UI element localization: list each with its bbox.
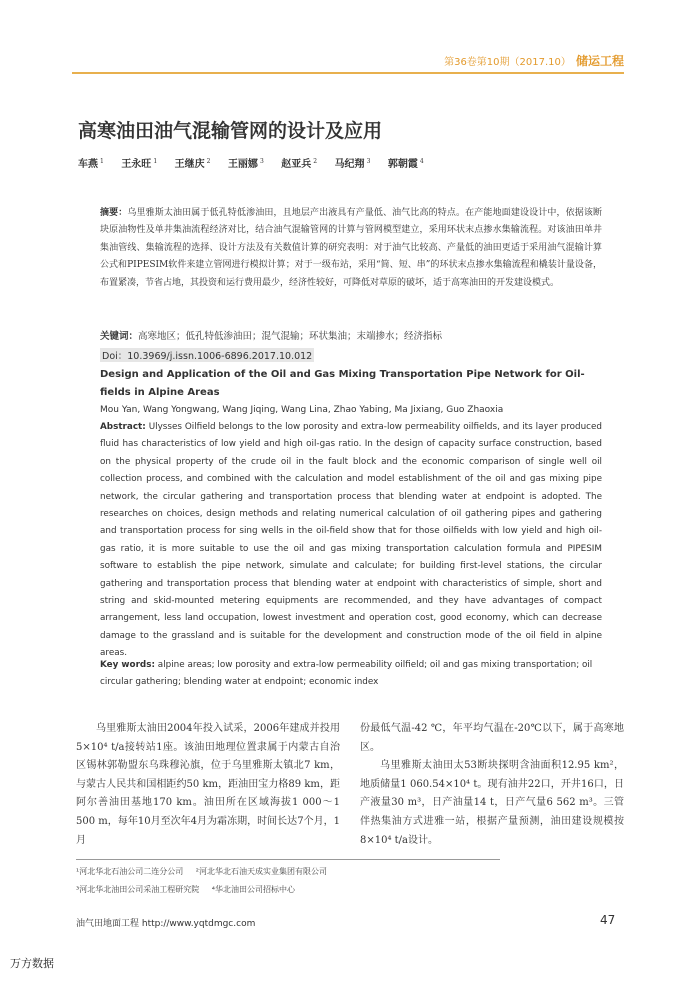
- footnote: ¹河北华北石油公司二连分公司: [76, 867, 184, 876]
- keywords-cn: [100, 328, 602, 342]
- footnote: ⁴华北油田公司招标中心: [211, 885, 295, 894]
- body-paragraph: 乌里雅斯太油田太53断块探明含油面积12.95 km²，地质储量1 060.54×10⁴ t。现有油井22口，开井16口，日产液量30 m³，日产油量14 t，日产气量6 562 m³。三管伴热集油方式进雅一站，根据产量预测，油田建设规模按8×10⁴ t/a设计。: [360, 760, 624, 846]
- author: 车燕 $^1$: [78, 157, 104, 170]
- author: 王永旺 $^1$: [121, 157, 158, 170]
- author-list: [78, 155, 438, 170]
- footnote-divider: [76, 859, 500, 860]
- abstract-en: [100, 419, 602, 663]
- footer-journal: 油气田地面工程 http://www.yqtdmgc.com: [76, 919, 256, 929]
- title-en: Design and Application of the Oil and Gas Mixing Transportation Pipe Network for Oil-fields in Alpine Areas: [100, 369, 585, 398]
- running-header: [72, 50, 624, 72]
- doi[interactable]: Doi：10.3969/j.issn.1006-6896.2017.10.012: [100, 348, 314, 362]
- author: 赵亚兵 $^2$: [281, 157, 318, 170]
- journal-section: 储运工程: [575, 54, 624, 68]
- body-paragraph: 乌里雅斯太油田2004年投入试采，2006年建成并投用5×10⁴ t/a接转站1座。该油田地理位置隶属于内蒙古自治区锡林郭勒盟东乌珠穆沁旗，位于乌里雅斯太镇北7 km，与蒙古人民共和国相距约50 km，距油田宝力格89 km，距阿尔善油田基地170 km。油田所在区域海拔1 000～1 500 m，每年10月至次年4月为霜冻期，时间长达7个月，1月: [76, 723, 340, 846]
- body-paragraph: 份最低气温-42 ℃，年平均气温在-20℃以下，属于高寒地区。: [360, 723, 624, 753]
- body-column-right: [360, 720, 624, 850]
- watermark: 万方数据: [10, 957, 54, 970]
- abstract-en-text: Ulysses Oilfield belongs to the low porosity and extra-low permeability oilfields, and its layer produced fluid has characteristics of low yield and high oil-gas ratio. In the design of capacity surface construction, based on the physical property of the crude oil in the fault block and the economic comparison of single well oil collection process, and combined with the calculation and model establishment of the oil and gas mixing pipe network, the circular gathering and transportation process that blending water at endpoint is adopted. The researches on choices, design methods and relating numerical calculation of oil gathering pipes and gathering and transportation process for sing wells in the oil-field show that for those oilfields with low yield and high oil-gas ratio, it is more suitable to use the oil and gas mixing transportation calculation formula and PIPESIM software to establish the pipe network, simulate and calculate; for building first-level stations, the circular gathering and transportation process that blending water at endpoint with characteristics of simple, short and string and skid-mounted metering equipments are recommended, and they have advantages of compact arrangement, less land occupation, lowest investment and operation cost, good economy, which can decrease damage to the grassland and is suitable for the development and construction mode of the oil field in alpine areas.: [100, 422, 602, 659]
- article-title: 高寒油田油气混输管网的设计及应用: [78, 120, 383, 142]
- footnote: ³河北华北油田公司采油工程研究院: [76, 885, 200, 894]
- footnote-row: [76, 884, 305, 895]
- author: 郭朝霞 $^4$: [387, 157, 424, 170]
- abstract-cn-text: 乌里雅斯太油田属于低孔特低渗油田，且地层产出液具有产量低、油气比高的特点。在产能地面建设设计中，依据该断块原油物性及单井集油流程经济对比，结合油气混输管网的计算与管网模型建立，采用环状末点掺水集输流程。对该油田单井集油管线、集输流程的选择、设计方法及有关数值计算的研究表明：对于油气比较高、产量低的油田更适于采用油气混输计算公式和PIPESIM软件来建立管网进行模拟计算；对于一级布站，采用“简、短、串”的环状末点掺水集输流程和橇装计量设备，布置紧凑，节省占地，其投资和运行费用最少，经济性较好，可降低对草原的破坏，适于高寒油田的开发建设模式。: [100, 208, 602, 288]
- footnote: ²河北华北石油天成实业集团有限公司: [195, 867, 327, 876]
- footnote-row: [76, 866, 337, 877]
- issue-info: 第36卷第10期（2017.10）: [444, 57, 571, 68]
- abstract-en-label: Abstract:: [100, 422, 146, 432]
- keywords-cn-label: 关键词：: [100, 331, 139, 342]
- abstract-cn-label: 摘要：: [100, 208, 128, 218]
- page-number: 47: [600, 913, 616, 927]
- author: 马纪翔 $^3$: [334, 157, 371, 170]
- author: 王丽娜 $^3$: [227, 157, 264, 170]
- keywords-en-label: Key words:: [100, 660, 155, 670]
- header-divider: [72, 72, 624, 74]
- keywords-en: [100, 657, 602, 692]
- keywords-cn-text: 高寒地区；低孔特低渗油田；混气混输；环状集油；末端掺水；经济指标: [138, 331, 443, 342]
- author: 王继庆 $^2$: [174, 157, 211, 170]
- authors-en: Mou Yan, Wang Yongwang, Wang Jiqing, Wang Lina, Zhao Yabing, Ma Jixiang, Guo Zhaoxia: [100, 405, 504, 415]
- body-column-left: [76, 720, 340, 850]
- abstract-cn: [100, 205, 602, 292]
- keywords-en-text: alpine areas; low porosity and extra-low permeability oilfield; oil and gas mixing transportation; oil circular gathering; blending water at endpoint; economic index: [100, 660, 593, 688]
